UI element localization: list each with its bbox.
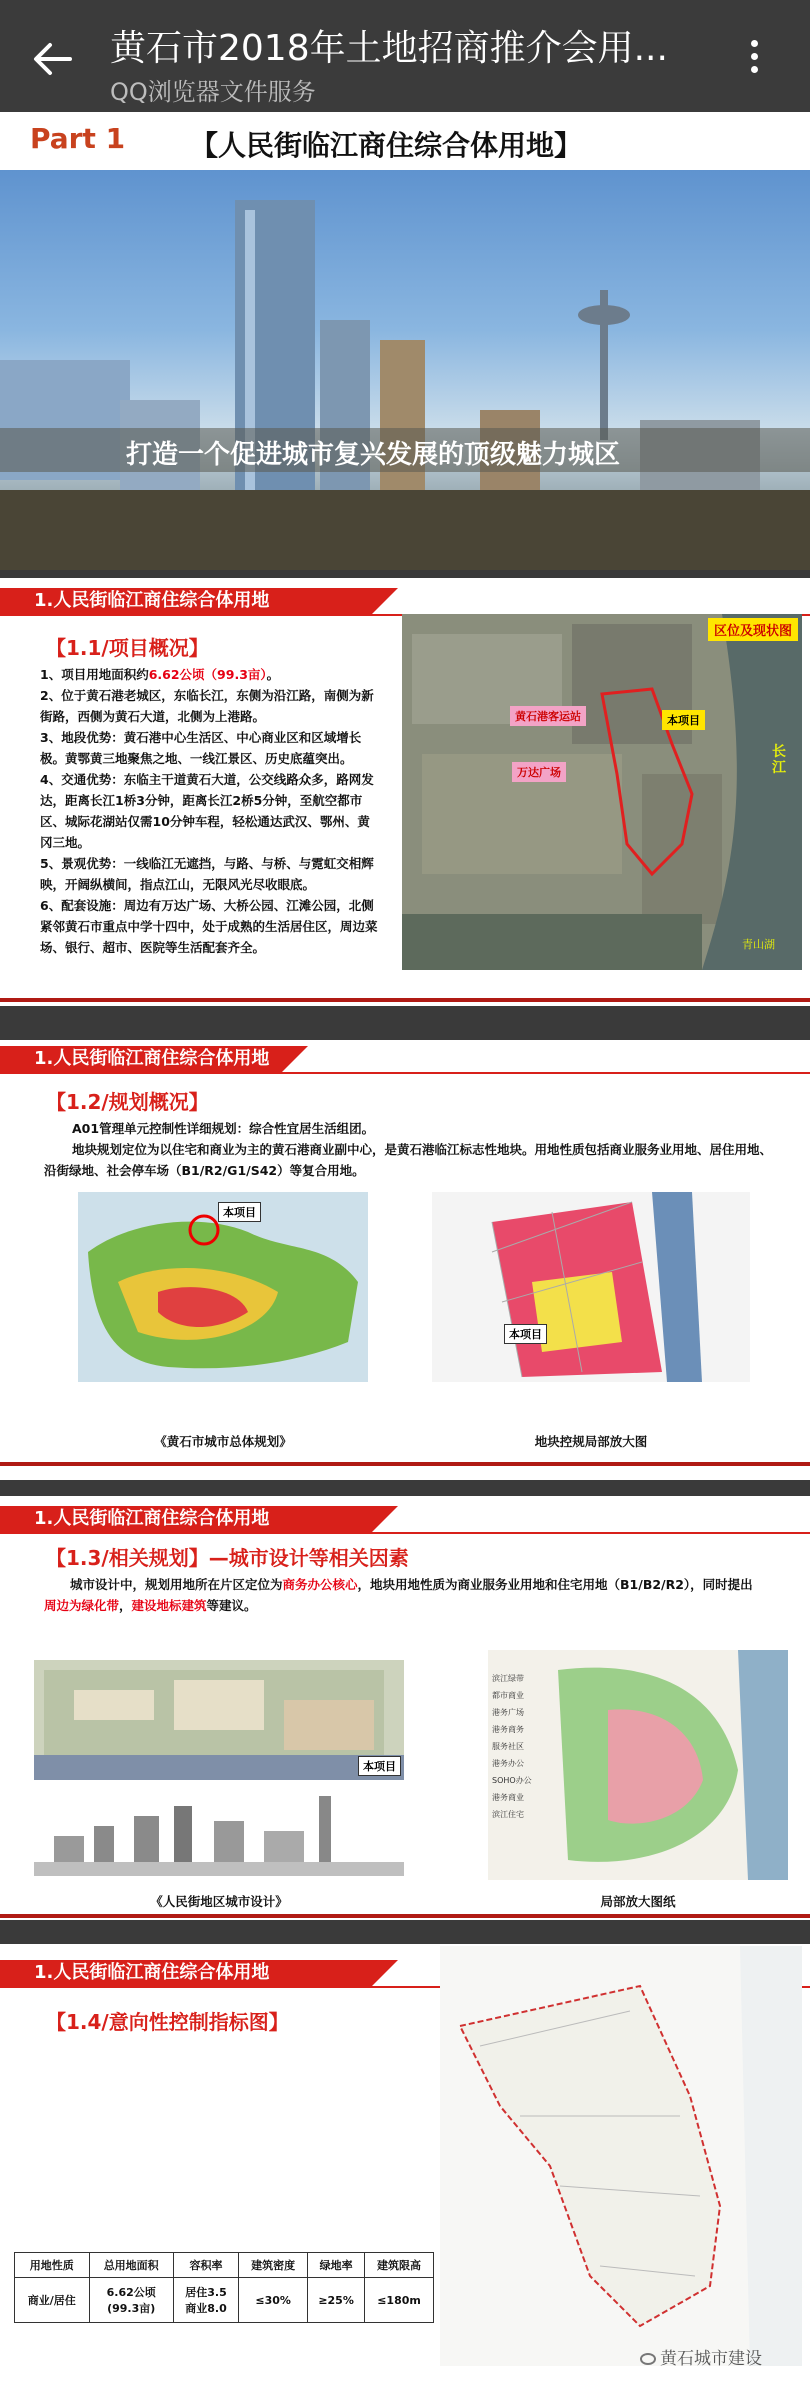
detail-item-5: 5、景观优势：一线临江无遮挡，与路、与桥、与霓虹交相辉映，开阔纵横间，指点江山，无限风光尽收眼底。 <box>40 856 374 892</box>
table-cell: ≤30% <box>239 2278 308 2323</box>
table-header: 用地性质 <box>15 2253 90 2278</box>
cityscape-illustration <box>0 170 810 570</box>
map-label-wanda: 万达广场 <box>512 762 566 782</box>
map-label-river: 长江 <box>772 744 786 776</box>
table-cell: ≥25% <box>308 2278 365 2323</box>
location-map <box>402 614 802 970</box>
map-label-project: 本项目 <box>218 1202 261 1222</box>
slide-control-indicators <box>0 1944 810 2386</box>
table-cell: ≤180m <box>365 2278 434 2323</box>
detail-item-2: 2、位于黄石港老城区，东临长江，东侧为沿江路，南侧为新街路，西侧为黄石大道，北侧为上港路。 <box>40 688 374 724</box>
detail-item-3: 3、地段优势：黄石港中心生活区、中心商业区和区域增长极。黄鄂黄三地聚焦之地、一线江景区、历史底蕴突出。 <box>40 730 362 766</box>
section-subheading: 【1.1/项目概况】 <box>46 636 209 660</box>
legend-item: 港务办公 <box>492 1759 524 1768</box>
watermark: 黄石城市建设 <box>640 2344 762 2369</box>
planning-paragraph-2: 地块规划定位为以住宅和商业为主的黄石港商业副中心，是黄石港临江标志性地块。用地性质包括商业服务业用地、居住用地、沿街绿地、社会停车场（B1/R2/G1/S42）等复合用地。 <box>44 1142 773 1178</box>
table-header: 绿地率 <box>308 2253 365 2278</box>
arrow-left-icon[interactable] <box>28 34 78 84</box>
section-subheading: 【1.2/规划概况】 <box>46 1090 209 1114</box>
detail-item-6: 6、配套设施：周边有万达广场、大桥公园、江滩公园，北侧紧邻黄石市重点中学十四中，处于成熟的生活居住区，周边菜场、银行、超市、医院等生活配套齐全。 <box>40 898 378 955</box>
indicator-table <box>14 2252 434 2323</box>
legend-item: 滨江绿带 <box>492 1674 524 1683</box>
app-bar <box>0 0 810 112</box>
slide-cover <box>0 112 810 570</box>
detail-item-4: 4、交通优势：东临主干道黄石大道，公交线路众多，路网发达，距离长江1桥3分钟，距离长江2桥5分钟，至航空都市区、城际花湖站仅需10分钟车程，轻松通达武汉、鄂州、黄冈三地。 <box>40 772 374 850</box>
planning-paragraph-1: A01管理单元控制性详细规划：综合性宜居生活组团。 <box>72 1121 375 1136</box>
cover-title: 【人民街临江商住综合体用地】 <box>190 129 583 162</box>
detail-item-1: 1、项目用地面积约6.62公顷（99.3亩）。 <box>40 667 280 682</box>
related-planning-text: 城市设计中，规划用地所在片区定位为商务办公核心，地块用地性质为商业服务业用地和住宅用地（B1/B2/R2），同时提出周边为绿化带，建设地标建筑等建议。 <box>44 1577 753 1613</box>
city-master-plan-map <box>78 1192 368 1382</box>
map-label-station: 黄石港客运站 <box>510 706 586 726</box>
document-subtitle: QQ浏览器文件服务 <box>110 78 316 106</box>
map-label-project: 本项目 <box>358 1756 401 1776</box>
map-title: 区位及现状图 <box>708 618 798 641</box>
right-figure-caption: 地块控规局部放大图 <box>534 1434 648 1449</box>
document-title: 黄石市2018年土地招商推介会用... <box>110 28 668 69</box>
detail-plan-image <box>488 1650 788 1880</box>
table-cell: 居住3.5 商业8.0 <box>173 2278 238 2323</box>
right-figure-caption: 局部放大图纸 <box>600 1894 676 1909</box>
planning-text <box>44 1118 774 1181</box>
legend-item: 服务社区 <box>492 1742 524 1751</box>
table-header: 建筑限高 <box>365 2253 434 2278</box>
section-tab: 1.人民街临江商住综合体用地 <box>0 588 372 614</box>
control-indicator-map <box>440 1946 802 2366</box>
skyline-image <box>34 1796 404 1876</box>
legend-item: 港务商务 <box>492 1725 524 1734</box>
map-label-lake: 青山湖 <box>742 938 775 951</box>
cover-image <box>0 170 810 570</box>
slide-project-overview <box>0 578 810 1006</box>
urban-design-plan <box>34 1660 404 1780</box>
section-tab: 1.人民街临江商住综合体用地 <box>0 1046 282 1072</box>
section-subheading: 【1.4/意向性控制指标图】 <box>46 2010 289 2034</box>
table-cell: 商业/居住 <box>15 2278 90 2323</box>
slide-planning-overview <box>0 1040 810 1480</box>
more-vertical-icon[interactable] <box>744 34 764 84</box>
map-label-project: 本项目 <box>504 1324 547 1344</box>
urban-design-plan-image <box>34 1660 404 1780</box>
map-label-project: 本项目 <box>662 710 705 730</box>
table-header: 总用地面积 <box>89 2253 173 2278</box>
regulatory-plan-image <box>432 1192 750 1382</box>
left-figure-caption: 《黄石市城市总体规划》 <box>154 1434 292 1449</box>
table-cell: 6.62公顷 (99.3亩) <box>89 2278 173 2323</box>
project-details <box>40 664 380 958</box>
regulatory-plan-map <box>432 1192 750 1382</box>
detail-plan-drawing <box>488 1650 788 1880</box>
legend-item: 都市商业 <box>492 1691 524 1700</box>
legend-item: SOHO办公 <box>492 1776 532 1785</box>
site-boundary-drawing <box>440 1946 802 2366</box>
section-tab: 1.人民街临江商住综合体用地 <box>0 1960 372 1986</box>
part-label: Part 1 <box>30 122 126 155</box>
legend-item: 港务广场 <box>492 1708 524 1717</box>
wechat-icon <box>640 2353 656 2365</box>
slide-related-planning <box>0 1496 810 1920</box>
section-tab: 1.人民街临江商住综合体用地 <box>0 1506 372 1532</box>
legend-item: 港务商业 <box>492 1793 524 1802</box>
plan-legend <box>492 1670 532 1823</box>
left-figure-caption: 《人民街地区城市设计》 <box>150 1894 288 1909</box>
section-subheading: 【1.3/相关规划】—城市设计等相关因素 <box>46 1546 409 1570</box>
table-header: 建筑密度 <box>239 2253 308 2278</box>
cover-slogan: 打造一个促进城市复兴发展的顶级魅力城区 <box>126 440 621 470</box>
legend-item: 滨江住宅 <box>492 1810 524 1819</box>
skyline-rendering <box>34 1796 404 1876</box>
aerial-map-image <box>402 614 802 970</box>
table-header: 容积率 <box>173 2253 238 2278</box>
table-row <box>15 2278 434 2323</box>
